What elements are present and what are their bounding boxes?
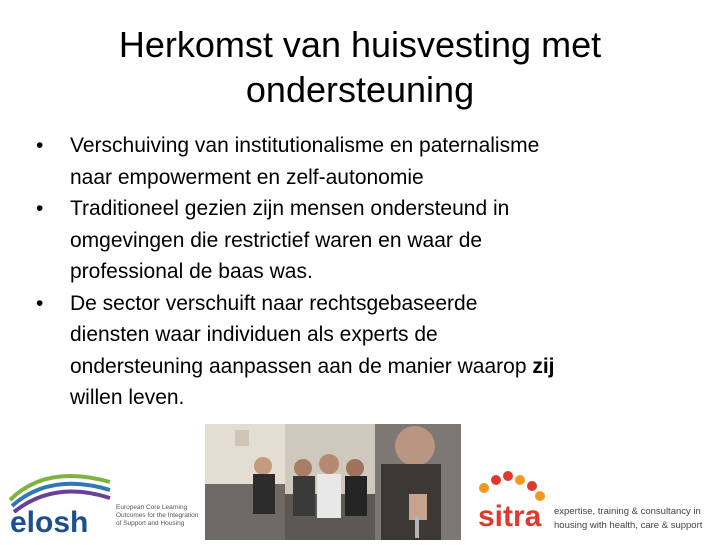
slide-title-line-2: ondersteuning: [245, 69, 475, 110]
emphasis-word: zij: [532, 354, 555, 378]
slide-title-line-1: Herkomst van huisvesting met: [118, 24, 602, 65]
bullet-item: [36, 288, 696, 414]
bullet-marker: •: [36, 134, 44, 157]
sitra-tagline-line: expertise, training & consultancy in: [554, 506, 701, 517]
bullet-line: De sector verschuift naar rechtsgebaseerde: [70, 291, 478, 315]
bullet-line: professional de baas was.: [70, 260, 313, 283]
bullet-line: diensten waar individuen als experts de: [70, 323, 438, 346]
bullet-line: willen leven.: [70, 386, 185, 409]
elosh-tagline-line: of Support and Housing: [116, 520, 185, 527]
bullet-marker: •: [36, 291, 44, 315]
photo-person-with-keys: [375, 424, 461, 540]
sitra-wordmark: sitra: [478, 500, 542, 533]
bullet-line: Verschuiving van institutionalisme en paternalisme: [70, 134, 540, 157]
bullet-line: omgevingen die restrictief waren en waar de: [70, 228, 483, 252]
bullet-line: ondersteuning aanpassen aan de manier waarop: [70, 354, 533, 378]
elosh-wordmark: elosh: [10, 506, 89, 539]
slide-title: [60, 22, 660, 112]
bullet-item: [36, 130, 696, 193]
elosh-tagline-line: European Core Learning: [116, 504, 188, 511]
bullet-line: naar empowerment en zelf-autonomie: [70, 165, 424, 189]
sitra-tagline-line: housing with health, care & support: [554, 520, 703, 531]
bullet-marker: •: [36, 197, 44, 220]
bullet-line: Traditioneel gezien zijn mensen ondersteund in: [70, 197, 510, 220]
elosh-tagline-line: Outcomes for the Integration: [116, 512, 199, 519]
sitra-logo: [476, 468, 720, 540]
photo-group-of-friends: [285, 424, 375, 540]
bullet-list: [36, 130, 696, 414]
bullet-item: [36, 193, 696, 288]
elosh-logo: [6, 460, 211, 540]
photo-room-interior: [205, 424, 285, 540]
